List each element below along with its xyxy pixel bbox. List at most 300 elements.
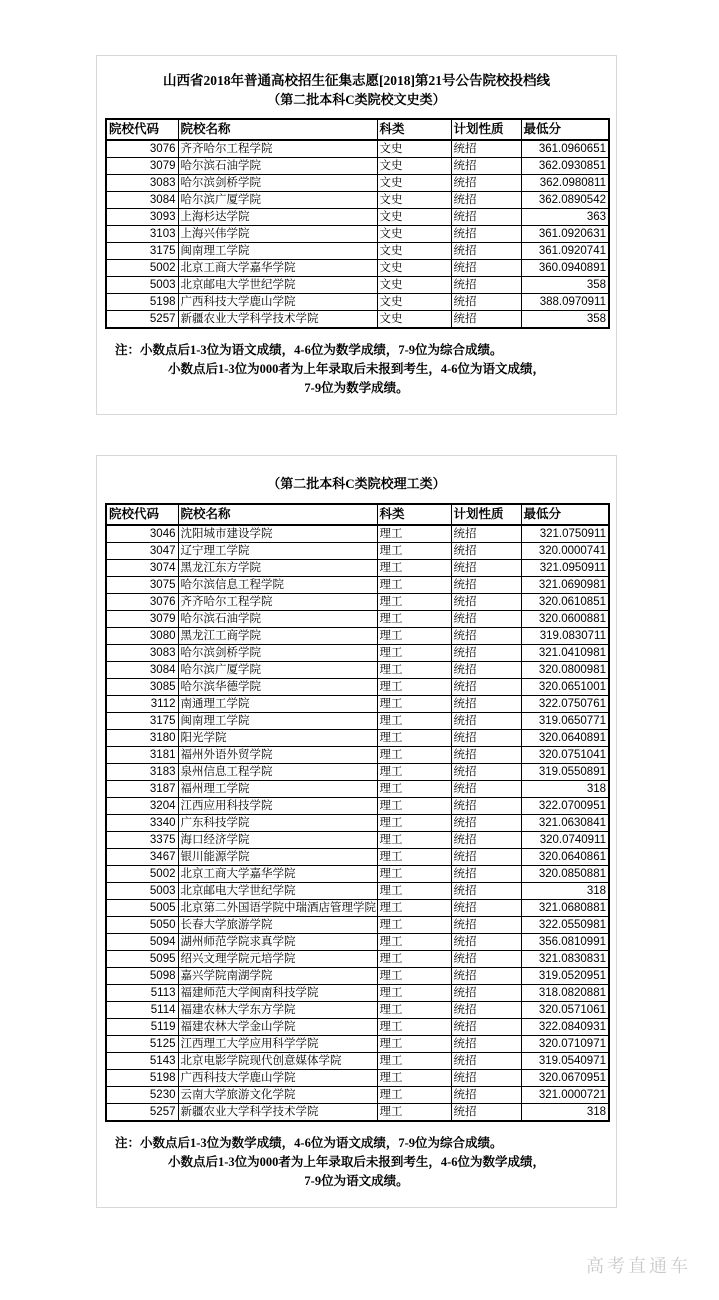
table-body-wenshi — [106, 140, 609, 328]
cell-code: 5198 — [106, 294, 178, 311]
cell-type: 理工 — [377, 713, 451, 730]
table-row — [106, 577, 609, 594]
cell-type: 理工 — [377, 1036, 451, 1053]
cell-plan: 统招 — [451, 1036, 521, 1053]
cell-plan: 统招 — [451, 696, 521, 713]
cell-type: 文史 — [377, 226, 451, 243]
cell-score: 320.0850881 — [521, 866, 609, 883]
table-row — [106, 747, 609, 764]
cell-plan: 统招 — [451, 611, 521, 628]
cell-code: 3084 — [106, 192, 178, 209]
cell-code: 3076 — [106, 140, 178, 158]
cell-score: 362.0980811 — [521, 175, 609, 192]
cell-code: 5257 — [106, 1104, 178, 1122]
cell-name: 黑龙江工商学院 — [178, 628, 377, 645]
column-header-type: 科类 — [377, 119, 451, 140]
cell-type: 文史 — [377, 158, 451, 175]
cell-score: 358 — [521, 311, 609, 329]
cell-score: 318 — [521, 883, 609, 900]
cell-code: 3083 — [106, 645, 178, 662]
cell-code: 5198 — [106, 1070, 178, 1087]
cell-code: 3047 — [106, 543, 178, 560]
section-panel-ligong — [96, 455, 617, 1208]
cell-score: 320.0670951 — [521, 1070, 609, 1087]
cell-type: 理工 — [377, 645, 451, 662]
cell-code: 3079 — [106, 158, 178, 175]
score-table-wenshi — [105, 118, 610, 329]
cell-score: 361.0920741 — [521, 243, 609, 260]
cell-score: 320.0600881 — [521, 611, 609, 628]
cell-score: 321.0750911 — [521, 525, 609, 543]
cell-name: 闽南理工学院 — [178, 713, 377, 730]
page-subtitle: （第二批本科C类院校文史类） — [267, 92, 446, 107]
column-header-name: 院校名称 — [178, 504, 377, 525]
cell-type: 理工 — [377, 1002, 451, 1019]
cell-score: 318 — [521, 1104, 609, 1122]
cell-name: 北京工商大学嘉华学院 — [178, 866, 377, 883]
cell-type: 理工 — [377, 594, 451, 611]
column-header-score: 最低分 — [521, 504, 609, 525]
cell-plan: 统招 — [451, 1087, 521, 1104]
cell-plan: 统招 — [451, 1019, 521, 1036]
cell-type: 理工 — [377, 1019, 451, 1036]
cell-name: 广东科技学院 — [178, 815, 377, 832]
cell-code: 5094 — [106, 934, 178, 951]
note-line-3: 7-9位为数学成绩。 — [304, 381, 409, 395]
cell-name: 北京邮电大学世纪学院 — [178, 883, 377, 900]
cell-score: 361.0920631 — [521, 226, 609, 243]
column-header-plan: 计划性质 — [451, 119, 521, 140]
cell-name: 哈尔滨广厦学院 — [178, 662, 377, 679]
cell-code: 5098 — [106, 968, 178, 985]
cell-code: 5002 — [106, 260, 178, 277]
cell-score: 322.0750761 — [521, 696, 609, 713]
cell-score: 319.0550891 — [521, 764, 609, 781]
cell-plan: 统招 — [451, 951, 521, 968]
table-row — [106, 192, 609, 209]
cell-plan: 统招 — [451, 662, 521, 679]
note-line-1: 注：小数点后1-3位为数学成绩，4-6位为语文成绩，7-9位为综合成绩。 — [115, 1136, 503, 1150]
cell-name: 长春大学旅游学院 — [178, 917, 377, 934]
table-row — [106, 543, 609, 560]
cell-name: 云南大学旅游文化学院 — [178, 1087, 377, 1104]
cell-score: 321.0000721 — [521, 1087, 609, 1104]
cell-score: 318.0820881 — [521, 985, 609, 1002]
cell-plan: 统招 — [451, 713, 521, 730]
cell-code: 3084 — [106, 662, 178, 679]
cell-type: 理工 — [377, 832, 451, 849]
cell-score: 358 — [521, 277, 609, 294]
cell-type: 理工 — [377, 798, 451, 815]
cell-code: 3204 — [106, 798, 178, 815]
cell-score: 322.0840931 — [521, 1019, 609, 1036]
table-row — [106, 900, 609, 917]
cell-type: 理工 — [377, 662, 451, 679]
table-row — [106, 679, 609, 696]
cell-score: 320.0740911 — [521, 832, 609, 849]
cell-score: 321.0630841 — [521, 815, 609, 832]
cell-score: 319.0540971 — [521, 1053, 609, 1070]
cell-score: 320.0651001 — [521, 679, 609, 696]
cell-code: 5113 — [106, 985, 178, 1002]
cell-name: 哈尔滨剑桥学院 — [178, 645, 377, 662]
table-row — [106, 209, 609, 226]
table-row — [106, 628, 609, 645]
column-header-code: 院校代码 — [106, 119, 178, 140]
cell-type: 理工 — [377, 883, 451, 900]
cell-type: 理工 — [377, 611, 451, 628]
cell-code: 3183 — [106, 764, 178, 781]
cell-score: 320.0571061 — [521, 1002, 609, 1019]
cell-plan: 统招 — [451, 628, 521, 645]
table-row — [106, 815, 609, 832]
cell-name: 海口经济学院 — [178, 832, 377, 849]
table-row — [106, 1036, 609, 1053]
table-row — [106, 1104, 609, 1122]
table-row — [106, 764, 609, 781]
cell-code: 5002 — [106, 866, 178, 883]
cell-plan: 统招 — [451, 1002, 521, 1019]
cell-plan: 统招 — [451, 311, 521, 329]
cell-code: 3093 — [106, 209, 178, 226]
column-header-code: 院校代码 — [106, 504, 178, 525]
cell-plan: 统招 — [451, 158, 521, 175]
cell-code: 5125 — [106, 1036, 178, 1053]
table-row — [106, 260, 609, 277]
cell-type: 文史 — [377, 140, 451, 158]
cell-type: 理工 — [377, 730, 451, 747]
cell-plan: 统招 — [451, 594, 521, 611]
cell-score: 321.0690981 — [521, 577, 609, 594]
cell-code: 3175 — [106, 243, 178, 260]
cell-type: 文史 — [377, 209, 451, 226]
cell-plan: 统招 — [451, 192, 521, 209]
cell-name: 新疆农业大学科学技术学院 — [178, 311, 377, 329]
table-header-row — [106, 119, 609, 140]
table-row — [106, 866, 609, 883]
cell-name: 哈尔滨广厦学院 — [178, 192, 377, 209]
cell-type: 理工 — [377, 917, 451, 934]
cell-code: 5230 — [106, 1087, 178, 1104]
cell-score: 320.0640891 — [521, 730, 609, 747]
table-row — [106, 1053, 609, 1070]
cell-name: 哈尔滨石油学院 — [178, 158, 377, 175]
table-row — [106, 849, 609, 866]
cell-name: 广西科技大学鹿山学院 — [178, 294, 377, 311]
cell-type: 理工 — [377, 764, 451, 781]
cell-code: 3076 — [106, 594, 178, 611]
cell-name: 哈尔滨剑桥学院 — [178, 175, 377, 192]
cell-plan: 统招 — [451, 209, 521, 226]
cell-plan: 统招 — [451, 175, 521, 192]
table-row — [106, 696, 609, 713]
cell-type: 理工 — [377, 679, 451, 696]
cell-score: 320.0800981 — [521, 662, 609, 679]
cell-code: 5119 — [106, 1019, 178, 1036]
cell-code: 3112 — [106, 696, 178, 713]
cell-plan: 统招 — [451, 277, 521, 294]
table-row — [106, 798, 609, 815]
cell-code: 3103 — [106, 226, 178, 243]
cell-type: 理工 — [377, 1104, 451, 1122]
cell-plan: 统招 — [451, 730, 521, 747]
cell-plan: 统招 — [451, 525, 521, 543]
cell-code: 5005 — [106, 900, 178, 917]
table-row — [106, 175, 609, 192]
cell-type: 理工 — [377, 1053, 451, 1070]
table-row — [106, 226, 609, 243]
score-table-ligong — [105, 503, 610, 1122]
cell-score: 362.0930851 — [521, 158, 609, 175]
cell-name: 福建师范大学闽南科技学院 — [178, 985, 377, 1002]
cell-code: 3080 — [106, 628, 178, 645]
note-line-2: 小数点后1-3位为000者为上年录取后未报到考生，4-6位为数学成绩， — [167, 1155, 546, 1169]
cell-code: 3075 — [106, 577, 178, 594]
cell-code: 5143 — [106, 1053, 178, 1070]
section-panel-wenshi — [96, 55, 617, 415]
note-line-3: 7-9位为语文成绩。 — [304, 1174, 409, 1188]
cell-score: 388.0970911 — [521, 294, 609, 311]
cell-plan: 统招 — [451, 849, 521, 866]
cell-code: 5050 — [106, 917, 178, 934]
cell-name: 绍兴文理学院元培学院 — [178, 951, 377, 968]
cell-type: 理工 — [377, 815, 451, 832]
cell-plan: 统招 — [451, 560, 521, 577]
cell-plan: 统招 — [451, 781, 521, 798]
cell-name: 沈阳城市建设学院 — [178, 525, 377, 543]
cell-score: 322.0700951 — [521, 798, 609, 815]
cell-name: 辽宁理工学院 — [178, 543, 377, 560]
cell-type: 理工 — [377, 985, 451, 1002]
table-row — [106, 645, 609, 662]
table-row — [106, 243, 609, 260]
cell-score: 320.0751041 — [521, 747, 609, 764]
cell-plan: 统招 — [451, 1053, 521, 1070]
column-header-name: 院校名称 — [178, 119, 377, 140]
cell-plan: 统招 — [451, 917, 521, 934]
cell-name: 哈尔滨信息工程学院 — [178, 577, 377, 594]
cell-score: 320.0000741 — [521, 543, 609, 560]
cell-type: 理工 — [377, 866, 451, 883]
table-row — [106, 662, 609, 679]
cell-code: 3467 — [106, 849, 178, 866]
cell-score: 322.0550981 — [521, 917, 609, 934]
note-line-2: 小数点后1-3位为000者为上年录取后未报到考生，4-6位为语文成绩， — [167, 362, 546, 376]
cell-type: 文史 — [377, 311, 451, 329]
note-wenshi — [105, 329, 608, 406]
cell-type: 理工 — [377, 900, 451, 917]
table-row — [106, 781, 609, 798]
cell-code: 3085 — [106, 679, 178, 696]
cell-plan: 统招 — [451, 900, 521, 917]
table-row — [106, 560, 609, 577]
cell-type: 文史 — [377, 243, 451, 260]
cell-type: 理工 — [377, 951, 451, 968]
cell-code: 5114 — [106, 1002, 178, 1019]
column-header-type: 科类 — [377, 504, 451, 525]
watermark: 高考直通车 — [586, 1256, 691, 1276]
cell-type: 文史 — [377, 277, 451, 294]
cell-plan: 统招 — [451, 968, 521, 985]
cell-score: 319.0520951 — [521, 968, 609, 985]
cell-name: 北京电影学院现代创意媒体学院 — [178, 1053, 377, 1070]
cell-plan: 统招 — [451, 226, 521, 243]
table-header-row — [106, 504, 609, 525]
table-row — [106, 883, 609, 900]
table-row — [106, 713, 609, 730]
cell-score: 362.0890542 — [521, 192, 609, 209]
cell-plan: 统招 — [451, 543, 521, 560]
cell-score: 363 — [521, 209, 609, 226]
cell-type: 理工 — [377, 577, 451, 594]
cell-name: 齐齐哈尔工程学院 — [178, 594, 377, 611]
page-title: 山西省2018年普通高校招生征集志愿[2018]第21号公告院校投档线 — [163, 73, 550, 88]
cell-name: 广西科技大学鹿山学院 — [178, 1070, 377, 1087]
cell-plan: 统招 — [451, 1104, 521, 1122]
cell-plan: 统招 — [451, 934, 521, 951]
cell-code: 5095 — [106, 951, 178, 968]
cell-score: 321.0830831 — [521, 951, 609, 968]
cell-type: 理工 — [377, 781, 451, 798]
cell-code: 5003 — [106, 277, 178, 294]
cell-code: 3175 — [106, 713, 178, 730]
cell-type: 理工 — [377, 934, 451, 951]
table-row — [106, 934, 609, 951]
table-row — [106, 1070, 609, 1087]
table-row — [106, 525, 609, 543]
cell-name: 湖州师范学院求真学院 — [178, 934, 377, 951]
cell-code: 3180 — [106, 730, 178, 747]
table-row — [106, 951, 609, 968]
cell-score: 321.0680881 — [521, 900, 609, 917]
table-row — [106, 917, 609, 934]
cell-type: 理工 — [377, 968, 451, 985]
cell-code: 3074 — [106, 560, 178, 577]
cell-plan: 统招 — [451, 764, 521, 781]
cell-name: 南通理工学院 — [178, 696, 377, 713]
cell-score: 319.0830711 — [521, 628, 609, 645]
cell-name: 北京工商大学嘉华学院 — [178, 260, 377, 277]
cell-score: 318 — [521, 781, 609, 798]
cell-name: 银川能源学院 — [178, 849, 377, 866]
cell-type: 理工 — [377, 628, 451, 645]
cell-plan: 统招 — [451, 294, 521, 311]
column-header-score: 最低分 — [521, 119, 609, 140]
cell-name: 福建农林大学金山学院 — [178, 1019, 377, 1036]
cell-code: 3187 — [106, 781, 178, 798]
cell-name: 新疆农业大学科学技术学院 — [178, 1104, 377, 1122]
cell-plan: 统招 — [451, 815, 521, 832]
table-row — [106, 294, 609, 311]
cell-name: 福州外语外贸学院 — [178, 747, 377, 764]
cell-plan: 统招 — [451, 798, 521, 815]
cell-name: 福建农林大学东方学院 — [178, 1002, 377, 1019]
cell-type: 文史 — [377, 175, 451, 192]
table-row — [106, 968, 609, 985]
table-row — [106, 1087, 609, 1104]
cell-name: 北京邮电大学世纪学院 — [178, 277, 377, 294]
cell-name: 北京第二外国语学院中瑞酒店管理学院 — [178, 900, 377, 917]
cell-code: 3083 — [106, 175, 178, 192]
table-row — [106, 277, 609, 294]
cell-type: 理工 — [377, 543, 451, 560]
cell-score: 320.0710971 — [521, 1036, 609, 1053]
table-row — [106, 985, 609, 1002]
cell-code: 3046 — [106, 525, 178, 543]
cell-name: 黑龙江东方学院 — [178, 560, 377, 577]
cell-score: 360.0940891 — [521, 260, 609, 277]
cell-plan: 统招 — [451, 747, 521, 764]
table-row — [106, 611, 609, 628]
cell-score: 361.0960651 — [521, 140, 609, 158]
cell-type: 理工 — [377, 1070, 451, 1087]
cell-plan: 统招 — [451, 260, 521, 277]
cell-score: 320.0640861 — [521, 849, 609, 866]
cell-name: 泉州信息工程学院 — [178, 764, 377, 781]
cell-plan: 统招 — [451, 866, 521, 883]
cell-score: 356.0810991 — [521, 934, 609, 951]
section-title-ligong: （第二批本科C类院校理工类） — [267, 476, 446, 491]
cell-plan: 统招 — [451, 577, 521, 594]
cell-name: 福州理工学院 — [178, 781, 377, 798]
cell-type: 理工 — [377, 747, 451, 764]
cell-type: 文史 — [377, 192, 451, 209]
cell-plan: 统招 — [451, 679, 521, 696]
cell-plan: 统招 — [451, 243, 521, 260]
cell-type: 理工 — [377, 849, 451, 866]
table-row — [106, 1019, 609, 1036]
cell-name: 阳光学院 — [178, 730, 377, 747]
note-ligong — [105, 1122, 608, 1199]
cell-code: 3079 — [106, 611, 178, 628]
cell-name: 江西应用科技学院 — [178, 798, 377, 815]
cell-plan: 统招 — [451, 140, 521, 158]
cell-name: 哈尔滨石油学院 — [178, 611, 377, 628]
cell-name: 闽南理工学院 — [178, 243, 377, 260]
cell-name: 哈尔滨华德学院 — [178, 679, 377, 696]
cell-score: 319.0650771 — [521, 713, 609, 730]
table-body-ligong — [106, 525, 609, 1121]
table-row — [106, 140, 609, 158]
cell-code: 5003 — [106, 883, 178, 900]
table-row — [106, 311, 609, 329]
cell-name: 上海杉达学院 — [178, 209, 377, 226]
cell-score: 321.0950911 — [521, 560, 609, 577]
cell-score: 321.0410981 — [521, 645, 609, 662]
cell-code: 3340 — [106, 815, 178, 832]
cell-score: 320.0610851 — [521, 594, 609, 611]
cell-name: 齐齐哈尔工程学院 — [178, 140, 377, 158]
cell-plan: 统招 — [451, 985, 521, 1002]
cell-plan: 统招 — [451, 645, 521, 662]
cell-name: 上海兴伟学院 — [178, 226, 377, 243]
cell-name: 嘉兴学院南湖学院 — [178, 968, 377, 985]
cell-plan: 统招 — [451, 1070, 521, 1087]
table-row — [106, 730, 609, 747]
cell-name: 江西理工大学应用科学学院 — [178, 1036, 377, 1053]
cell-code: 3181 — [106, 747, 178, 764]
table-row — [106, 594, 609, 611]
cell-plan: 统招 — [451, 832, 521, 849]
cell-type: 理工 — [377, 560, 451, 577]
table-row — [106, 1002, 609, 1019]
cell-plan: 统招 — [451, 883, 521, 900]
note-line-1: 注：小数点后1-3位为语文成绩，4-6位为数学成绩，7-9位为综合成绩。 — [115, 343, 503, 357]
cell-type: 理工 — [377, 696, 451, 713]
cell-type: 文史 — [377, 260, 451, 277]
cell-code: 3375 — [106, 832, 178, 849]
cell-type: 理工 — [377, 1087, 451, 1104]
